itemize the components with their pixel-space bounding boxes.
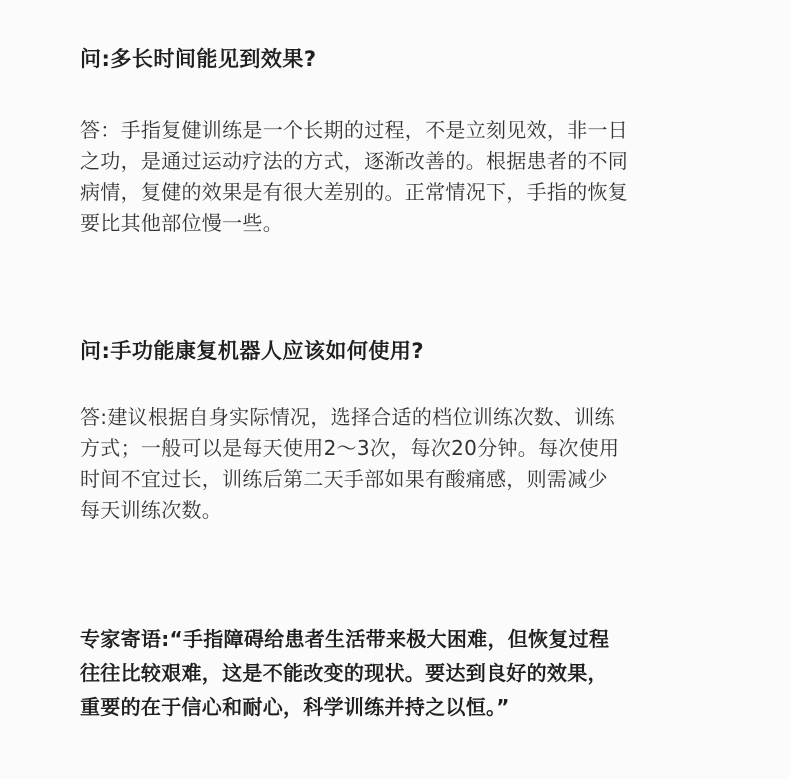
advice-line: 往往比较艰难，这是不能改变的现状。要达到良好的效果， — [80, 661, 608, 685]
question-heading: 问:手功能康复机器人应该如何使用? — [80, 339, 425, 363]
answer-line: 答:建议根据自身实际情况，选择合适的档位训练次数、训练 — [80, 405, 615, 429]
expert-advice-quote — [80, 622, 730, 724]
question-heading: 问:多长时间能见到效果? — [80, 47, 317, 71]
answer-line: 病情，复健的效果是有很大差别的。正常情况下，手指的恢复 — [80, 180, 629, 204]
answer-line: 要比其他部位慢一些。 — [80, 211, 283, 235]
answer-paragraph — [80, 115, 720, 239]
advice-line: 重要的在于信心和耐心，科学训练并持之以恒。” — [80, 695, 510, 719]
answer-line: 之功，是通过运动疗法的方式，逐渐改善的。根据患者的不同 — [80, 149, 629, 173]
answer-paragraph — [80, 402, 720, 526]
answer-line: 答：手指复健训练是一个长期的过程，不是立刻见效，非一日 — [80, 118, 629, 142]
answer-line: 方式；一般可以是每天使用2～3次，每次20分钟。每次使用 — [80, 436, 620, 460]
advice-line: 专家寄语:“手指障碍给患者生活带来极大困难，但恢复过程 — [80, 627, 610, 651]
answer-line: 每天训练次数。 — [80, 498, 223, 522]
answer-line: 时间不宜过长，训练后第二天手部如果有酸痛感，则需减少 — [80, 467, 608, 491]
